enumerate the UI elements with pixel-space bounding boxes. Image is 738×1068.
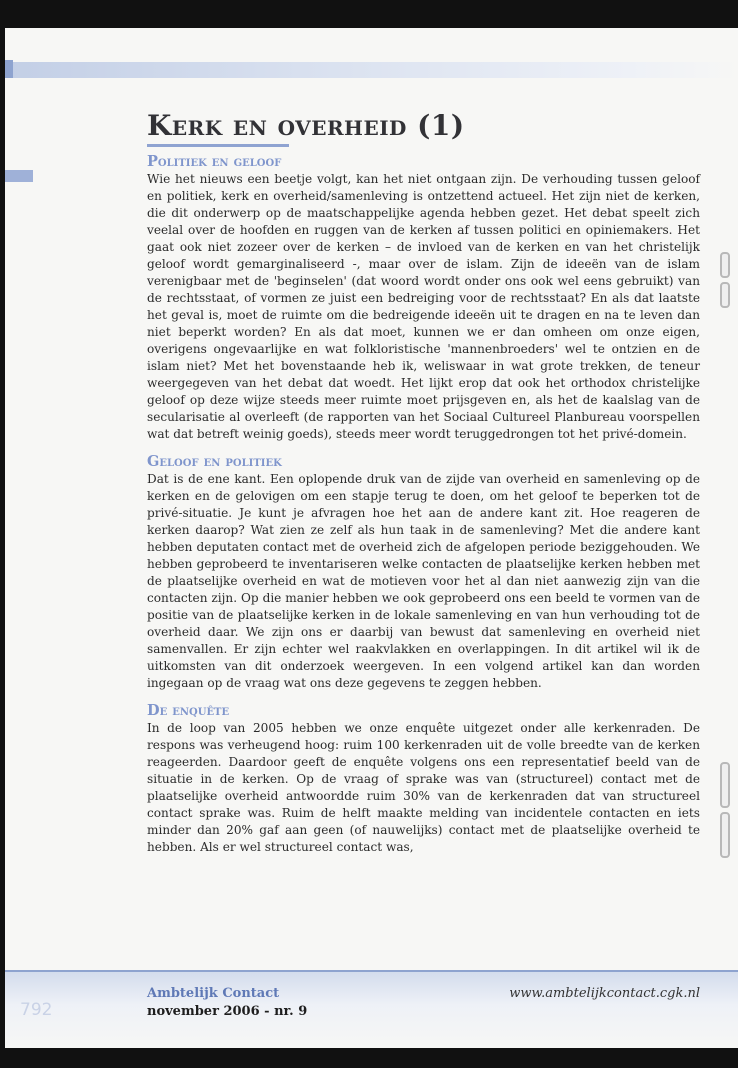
scan-border-top	[0, 0, 738, 28]
section-heading-de-enquete: De enquête	[147, 702, 230, 719]
scan-border-bottom	[0, 1048, 738, 1068]
binder-ring	[720, 812, 730, 858]
scan-border-left	[0, 0, 5, 1068]
section-heading-politiek-en-geloof: Politiek en geloof	[147, 153, 282, 170]
magazine-title: Ambtelijk Contact	[147, 986, 280, 1001]
header-color-band	[10, 62, 738, 78]
section-paragraph: Wie het nieuws een beetje volgt, kan het niet ontgaan zijn. De verhouding tussen geloof en politiek, kerk en overheid/samenleving is ontzettend actueel. Het zijn niet de kerken, die dit onderwerp op de maatschappelijke agenda hebben gezet. Het debat speelt zich veelal over de hoofden en ruggen van de kerken af tussen politici en opiniemakers. Het gaat ook niet zozeer over de kerken – de invloed van de kerken en van het christelijk geloof wordt gemarginaliseerd -, maar over de islam. Zijn de ideeën van de islam verenigbaar met de 'beginselen' (dat woord wordt onder ons ook wel eens gebruikt) van de rechtsstaat, of vormen ze juist een bedreiging voor de rechtsstaat? En als dat laatste het geval is, moet de ruimte om die bedreigende ideeën uit te dragen en na te leven dan niet beperkt worden? En als dat moet, kunnen we er dan omheen om onze eigen, overigens ongevaarlijke en wat folkloristische 'mannenbroeders' wel te ontzien en de islam niet? Met het bovenstaande heb ik, weliswaar in wat grote trekken, de teneur weergegeven van het debat dat woedt. Het lijkt erop dat ook het orthodox christelijke geloof op deze wijze steeds meer ruimte moet prijsgeven en, als het de kaalslag van de secularisatie al overleeft (de rapporten van het Sociaal Cultureel Planbureau voorspellen wat dat betreft weinig goeds), steeds meer wordt teruggedrongen tot het privé-domein.	[147, 172, 700, 441]
binder-ring	[720, 762, 730, 808]
section-paragraph: In de loop van 2005 hebben we onze enquête uitgezet onder alle kerkenraden. De respons was verheugend hoog: ruim 100 kerkenraden uit de volle breedte van de kerken reageerden. Daardoor geeft de enquête volgens ons een representatief beeld van de situatie in de kerken. Op de vraag of sprake was van (structureel) contact met de plaatselijke overheid antwoordde ruim 30% van de kerkenraden dat van structureel contact sprake was. Ruim de helft maakte melding van incidentele contacten en iets minder dan 20% gaf aan geen (of nauwelijks) contact met de plaatselijke overheid te hebben. Als er wel structureel contact was,	[147, 721, 700, 854]
page-number: 792	[20, 1000, 53, 1020]
margin-tab-marker	[5, 60, 13, 78]
binder-ring	[720, 282, 730, 308]
article	[147, 108, 700, 856]
footer-rule	[5, 970, 738, 972]
page-title: Kerk en overheid (1)	[147, 109, 465, 142]
title-underline	[147, 144, 289, 147]
binder-ring	[720, 252, 730, 278]
margin-tab-marker	[5, 170, 33, 182]
section-heading-geloof-en-politiek: Geloof en politiek	[147, 453, 282, 470]
section-paragraph: Dat is de ene kant. Een oplopende druk van de zijde van overheid en samenleving op de kerken en de gelovigen om een stapje terug te doen, om het geloof te beperken tot de privé-situatie. Je kunt je afvragen hoe het aan de andere kant zit. Hoe reageren de kerken daarop? Wat zien ze zelf als hun taak in de samenleving? Met die andere kant hebben deputaten contact met de overheid zich de afgelopen periode beziggehouden. We hebben geprobeerd te inventariseren welke contacten de plaatselijke kerken hebben met de plaatselijke overheid en wat de motieven voor het al dan niet aanwezig zijn van die contacten zijn. Op die manier hebben we ook geprobeerd ons een beeld te vormen van de positie van de plaatselijke kerken in de lokale samenleving en van hun verhouding tot de overheid daar. We zijn ons er daarbij van bewust dat samenleving en overheid niet samenvallen. Er zijn echter wel raakvlakken en overlappingen. In dit artikel wil ik de uitkomsten van dit onderzoek weergeven. In een volgend artikel kan dan worden ingegaan op de vraag wat ons deze gegevens te zeggen hebben.	[147, 472, 700, 690]
website-url[interactable]: www.ambtelijkcontact.cgk.nl	[509, 986, 700, 1001]
issue-label: november 2006 - nr. 9	[147, 1004, 308, 1019]
